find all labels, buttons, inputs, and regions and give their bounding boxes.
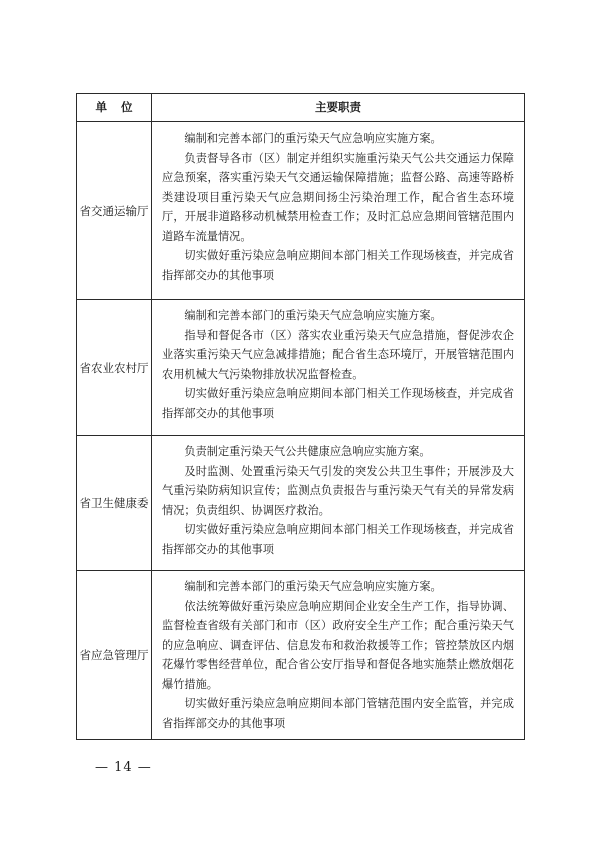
table-row	[77, 300, 524, 436]
duty-paragraph: 依法统筹做好重污染应急响应期间企业安全生产工作，指导协调、监督检查省级有关部门和市（区）政府安全生产工作；配合重污染天气的应急响应、调查评估、信息发布和救治救援等工作；管控禁放区内烟花爆竹零售经营单位，配合省公安厅指导和督促各地实施禁止燃放烟花爆竹措施。	[162, 599, 514, 691]
duty-paragraph: 切实做好重污染应急响应期间本部门相关工作现场核查，并完成省指挥部交办的其他事项	[162, 523, 514, 556]
duty-paragraph: 负责督导各市（区）制定并组织实施重污染天气公共交通运力保障应急预案，落实重污染天气交通运输保障措施；监督公路、高速等路桥类建设项目重污染天气应急期间扬尘污染治理工作，配合省生态环境厅，开展非道路移动机械禁用检查工作；及时汇总应急期间管辖范围内道路车流量情况。	[162, 151, 514, 243]
row-duties	[162, 306, 514, 423]
duty-paragraph: 编制和完善本部门的重污染天气应急响应实施方案。	[184, 309, 442, 322]
duty-paragraph: 负责制定重污染天气公共健康应急响应实施方案。	[184, 445, 431, 458]
row-unit: 省卫生健康委	[79, 496, 149, 510]
column-divider	[151, 94, 152, 739]
row-unit: 省交通运输厅	[79, 203, 149, 218]
duty-paragraph: 切实做好重污染应急响应期间本部门管辖范围内安全监管，并完成省指挥部交办的其他事项	[162, 697, 514, 730]
table-header	[77, 94, 524, 122]
row-duties	[162, 129, 514, 285]
header-unit: 单位	[95, 100, 147, 114]
table-row	[77, 122, 524, 300]
duty-paragraph: 及时监测、处置重污染天气引发的突发公共卫生事件；开展涉及大气重污染防病知识宣传；监测点负责报告与重污染天气有关的异常发病情况；负责组织、协调医疗救治。	[162, 464, 514, 517]
row-unit: 省应急管理厅	[79, 648, 149, 662]
page-number: — 14 —	[95, 760, 152, 775]
duty-table	[76, 93, 525, 740]
table-row	[77, 436, 524, 571]
row-duties	[162, 442, 514, 559]
duty-paragraph: 切实做好重污染应急响应期间本部门相关工作现场核查，并完成省指挥部交办的其他事项	[162, 387, 514, 420]
duty-paragraph: 编制和完善本部门的重污染天气应急响应实施方案。	[184, 580, 442, 593]
duty-paragraph: 指导和督促各市（区）落实农业重污染天气应急措施，督促涉农企业落实重污染天气应急减排措施；配合省生态环境厅，开展管辖范围内农用机械大气污染物排放状况监督检查。	[162, 328, 514, 381]
table-row	[77, 571, 524, 739]
duty-paragraph: 编制和完善本部门的重污染天气应急响应实施方案。	[184, 132, 442, 145]
row-unit: 省农业农村厅	[79, 360, 149, 375]
row-duties	[162, 577, 514, 733]
duty-paragraph: 切实做好重污染应急响应期间本部门相关工作现场核查，并完成省指挥部交办的其他事项	[162, 249, 514, 282]
header-duties: 主要职责	[315, 100, 361, 114]
